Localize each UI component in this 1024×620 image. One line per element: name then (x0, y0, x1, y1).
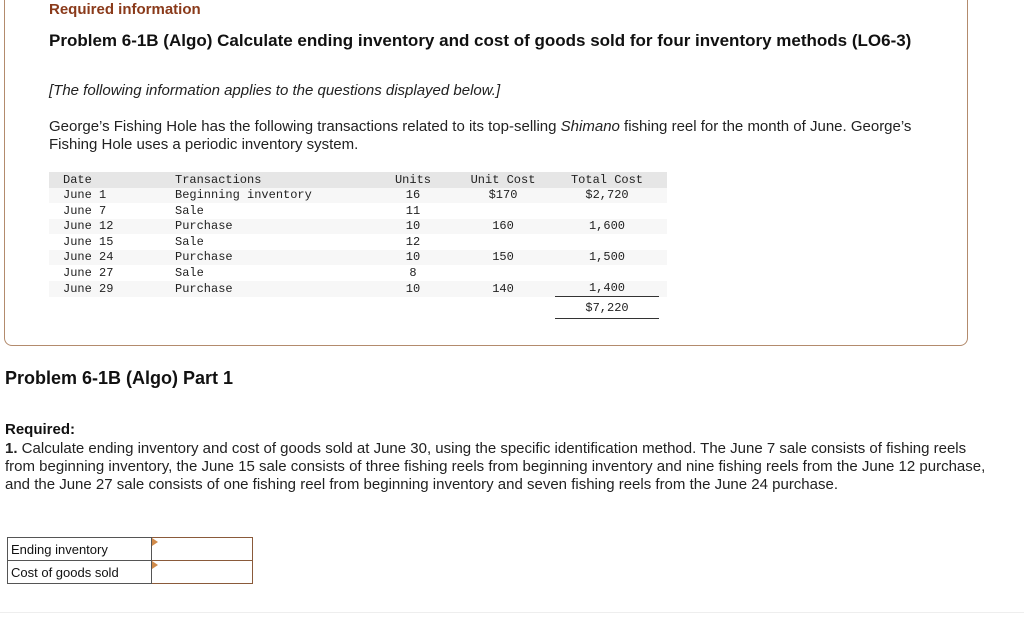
required-label: Required: (5, 421, 76, 438)
header-unit-cost: Unit Cost (451, 172, 555, 188)
table-row (49, 188, 667, 204)
cell-units: 11 (375, 203, 451, 219)
cell-unit-cost: 150 (451, 250, 555, 266)
cell-units: 10 (375, 219, 451, 235)
cell-transaction: Sale (175, 203, 375, 219)
answer-row-ending-inventory (8, 538, 253, 561)
ending-inventory-cell[interactable] (152, 538, 253, 561)
description-text-2: fishing reel for the month of June. George’s Fishing Hole uses a periodic inventory system. (49, 118, 912, 153)
header-units: Units (375, 172, 451, 188)
table-row (49, 219, 667, 235)
table-row (49, 250, 667, 266)
cell-transaction: Purchase (175, 281, 375, 297)
header-transactions: Transactions (175, 172, 375, 188)
cogs-label: Cost of goods sold (8, 561, 152, 584)
required-body: Calculate ending inventory and cost of goods sold at June 30, using the specific identification method. The June 7 sale consists of fishing reels from beginning inventory, the June 15 sale consists of three fishing reels from beginning inventory and nine fishing reels from the June 12 purchase, and the June 27 sale consists of one fishing reel from beginning inventory and seven fishing reels from the June 24 purchase. (5, 440, 986, 493)
grand-total: $7,220 (555, 297, 659, 319)
required-info-heading: Required information (49, 1, 201, 18)
divider (0, 612, 1024, 613)
cell-units: 10 (375, 250, 451, 266)
cell-unit-cost: 160 (451, 219, 555, 235)
cell-total-cost: 1,400 (555, 281, 659, 297)
cell-total-cost (555, 234, 659, 250)
cell-total-cost (555, 265, 659, 281)
cell-date: June 7 (49, 203, 175, 219)
cell-date: June 12 (49, 219, 175, 235)
header-total-cost: Total Cost (555, 172, 659, 188)
grand-total-row (49, 297, 667, 319)
cogs-cell[interactable] (152, 561, 253, 584)
ending-inventory-label: Ending inventory (8, 538, 152, 561)
answer-row-cogs (8, 561, 253, 584)
table-row (49, 203, 667, 219)
required-instructions (5, 440, 990, 494)
cell-transaction: Purchase (175, 219, 375, 235)
input-marker-icon (152, 561, 158, 569)
cell-unit-cost (451, 203, 555, 219)
part-title: Problem 6-1B (Algo) Part 1 (5, 368, 234, 388)
table-row (49, 281, 667, 297)
cogs-input[interactable] (152, 562, 252, 582)
table-row (49, 265, 667, 281)
cell-date: June 27 (49, 265, 175, 281)
cell-unit-cost (451, 265, 555, 281)
cell-date: June 1 (49, 188, 175, 204)
ending-inventory-input[interactable] (152, 539, 252, 559)
description-text-1: George’s Fishing Hole has the following transactions related to its top-selling (49, 118, 561, 135)
description-brand: Shimano (560, 118, 620, 135)
cell-date: June 15 (49, 234, 175, 250)
cell-transaction: Beginning inventory (175, 188, 375, 204)
input-marker-icon (152, 538, 158, 546)
header-date: Date (49, 172, 175, 188)
cell-transaction: Sale (175, 265, 375, 281)
table-row (49, 234, 667, 250)
applies-note: [The following information applies to the questions displayed below.] (49, 82, 501, 99)
cell-date: June 24 (49, 250, 175, 266)
cell-units: 12 (375, 234, 451, 250)
cell-date: June 29 (49, 281, 175, 297)
required-number: 1. (5, 440, 18, 457)
cell-total-cost: 1,500 (555, 250, 659, 266)
cell-units: 10 (375, 281, 451, 297)
transactions-table (49, 172, 667, 319)
table-header-row (49, 172, 667, 188)
cell-unit-cost (451, 234, 555, 250)
cell-total-cost: $2,720 (555, 188, 659, 204)
cell-unit-cost: $170 (451, 188, 555, 204)
cell-transaction: Sale (175, 234, 375, 250)
cell-units: 16 (375, 188, 451, 204)
cell-total-cost: 1,600 (555, 219, 659, 235)
answer-table (7, 537, 253, 584)
cell-units: 8 (375, 265, 451, 281)
cell-total-cost (555, 203, 659, 219)
problem-description (49, 118, 949, 154)
cell-transaction: Purchase (175, 250, 375, 266)
cell-unit-cost: 140 (451, 281, 555, 297)
problem-title: Problem 6-1B (Algo) Calculate ending inventory and cost of goods sold for four inventory methods (LO6-3) (49, 31, 912, 50)
